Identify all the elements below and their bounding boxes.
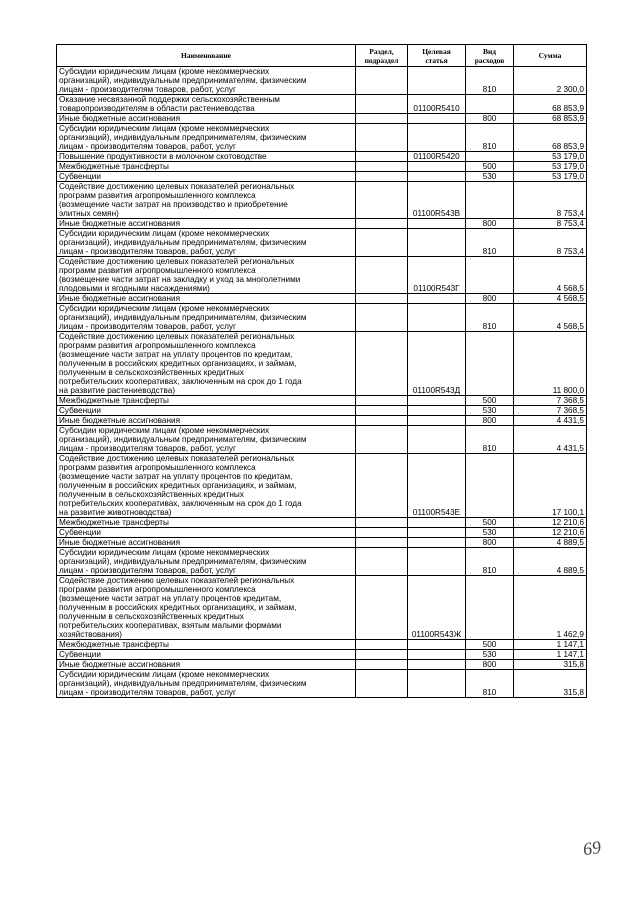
cell-name: Субсидии юридическим лицам (кроме некоммерческих организаций), индивидуальным предпринимателям, физическим лицам - производителям товаров, работ, услуг — [57, 304, 356, 332]
cell-article — [408, 670, 466, 698]
cell-name: Содействие достижению целевых показателей региональных программ развития агропромышленного комплекса (возмещение части затрат на производство и приобретение элитных семян) — [57, 182, 356, 219]
table-row — [57, 406, 587, 416]
cell-name: Субвенции — [57, 172, 356, 182]
cell-section — [356, 95, 408, 114]
header-kind: Вид расходов — [466, 45, 514, 67]
cell-article — [408, 518, 466, 528]
cell-sum: 12 210,6 — [514, 518, 587, 528]
cell-kind — [466, 95, 514, 114]
table-row — [57, 576, 587, 640]
cell-article — [408, 416, 466, 426]
cell-kind: 810 — [466, 229, 514, 257]
table-row — [57, 640, 587, 650]
cell-article — [408, 660, 466, 670]
cell-sum: 68 853,9 — [514, 124, 587, 152]
cell-kind: 530 — [466, 528, 514, 538]
cell-section — [356, 416, 408, 426]
cell-section — [356, 660, 408, 670]
cell-kind: 500 — [466, 162, 514, 172]
table-row — [57, 332, 587, 396]
table-row — [57, 114, 587, 124]
cell-article: 01100R543Г — [408, 257, 466, 294]
cell-article: 01100R5410 — [408, 95, 466, 114]
cell-name: Межбюджетные трансферты — [57, 396, 356, 406]
cell-name: Содействие достижению целевых показателей региональных программ развития агропромышленного комплекса (возмещение части затрат на закладку и уход за многолетними плодовыми и ягодными насаждениями) — [57, 257, 356, 294]
cell-article — [408, 640, 466, 650]
cell-section — [356, 114, 408, 124]
table-row — [57, 538, 587, 548]
cell-section — [356, 162, 408, 172]
table-row — [57, 95, 587, 114]
header-section: Раздел, подраздел — [356, 45, 408, 67]
cell-article — [408, 426, 466, 454]
cell-article: 01100R543Д — [408, 332, 466, 396]
cell-name: Иные бюджетные ассигнования — [57, 114, 356, 124]
cell-name: Субсидии юридическим лицам (кроме некоммерческих организаций), индивидуальным предпринимателям, физическим лицам - производителям товаров, работ, услуг — [57, 67, 356, 95]
cell-section — [356, 332, 408, 396]
cell-sum: 17 100,1 — [514, 454, 587, 518]
cell-sum: 68 853,9 — [514, 95, 587, 114]
cell-section — [356, 640, 408, 650]
cell-article: 01100R543Е — [408, 454, 466, 518]
cell-kind: 800 — [466, 114, 514, 124]
cell-section — [356, 182, 408, 219]
cell-section — [356, 406, 408, 416]
table-row — [57, 152, 587, 162]
table-row — [57, 548, 587, 576]
cell-sum: 1 147,1 — [514, 650, 587, 660]
cell-sum: 53 179,0 — [514, 172, 587, 182]
cell-section — [356, 152, 408, 162]
cell-sum: 7 368,5 — [514, 406, 587, 416]
cell-kind: 500 — [466, 518, 514, 528]
cell-kind: 800 — [466, 660, 514, 670]
cell-kind: 810 — [466, 67, 514, 95]
cell-kind — [466, 454, 514, 518]
table-row — [57, 229, 587, 257]
cell-sum: 8 753,4 — [514, 182, 587, 219]
cell-name: Содействие достижению целевых показателей региональных программ развития агропромышленного комплекса (возмещение части затрат на уплату процентов по кредитам, полученным в российских кредитных организациях, и займам, полученным в сельскохозяйственных кредитных потребительских кооперативах, заключенным на срок до 1 года на развитие растениеводства) — [57, 332, 356, 396]
table-row — [57, 257, 587, 294]
cell-article: 01100R543В — [408, 182, 466, 219]
cell-kind: 800 — [466, 416, 514, 426]
cell-kind — [466, 152, 514, 162]
cell-name: Иные бюджетные ассигнования — [57, 660, 356, 670]
cell-article — [408, 124, 466, 152]
cell-section — [356, 576, 408, 640]
cell-name: Содействие достижению целевых показателей региональных программ развития агропромышленного комплекса (возмещение части затрат на уплату процентов кредитам, полученным в российских кредитных организациях, и займам, полученным в сельскохозяйственных кредитных потребительских кооперативах, взятым малыми формами хозяйствования) — [57, 576, 356, 640]
cell-article: 01100R543Ж — [408, 576, 466, 640]
table-row — [57, 304, 587, 332]
cell-kind: 800 — [466, 538, 514, 548]
cell-sum: 7 368,5 — [514, 396, 587, 406]
cell-article — [408, 528, 466, 538]
header-sum: Сумма — [514, 45, 587, 67]
cell-name: Субвенции — [57, 528, 356, 538]
cell-section — [356, 229, 408, 257]
cell-section — [356, 257, 408, 294]
cell-article — [408, 67, 466, 95]
cell-kind: 530 — [466, 650, 514, 660]
cell-article — [408, 162, 466, 172]
cell-kind: 810 — [466, 670, 514, 698]
table-row — [57, 660, 587, 670]
cell-article — [408, 650, 466, 660]
cell-kind: 810 — [466, 548, 514, 576]
table-body — [57, 67, 587, 698]
cell-kind: 530 — [466, 406, 514, 416]
cell-article — [408, 219, 466, 229]
header-article: Целевая статья — [408, 45, 466, 67]
cell-sum: 8 753,4 — [514, 219, 587, 229]
table-row — [57, 182, 587, 219]
cell-section — [356, 396, 408, 406]
cell-article — [408, 294, 466, 304]
cell-kind — [466, 257, 514, 294]
cell-sum: 4 889,5 — [514, 538, 587, 548]
cell-section — [356, 294, 408, 304]
cell-sum: 4 568,5 — [514, 294, 587, 304]
cell-kind: 500 — [466, 640, 514, 650]
cell-section — [356, 528, 408, 538]
table-row — [57, 67, 587, 95]
table-row — [57, 172, 587, 182]
budget-table — [56, 44, 587, 698]
table-header-row — [57, 45, 587, 67]
cell-kind — [466, 332, 514, 396]
cell-name: Иные бюджетные ассигнования — [57, 538, 356, 548]
table-row — [57, 396, 587, 406]
cell-name: Субвенции — [57, 406, 356, 416]
cell-section — [356, 67, 408, 95]
cell-article — [408, 396, 466, 406]
cell-sum: 8 753,4 — [514, 229, 587, 257]
table-row — [57, 219, 587, 229]
table-row — [57, 454, 587, 518]
cell-section — [356, 650, 408, 660]
cell-sum: 4 431,5 — [514, 426, 587, 454]
table-row — [57, 518, 587, 528]
cell-sum: 4 568,5 — [514, 257, 587, 294]
cell-name: Субвенции — [57, 650, 356, 660]
cell-sum: 53 179,0 — [514, 152, 587, 162]
cell-sum: 1 147,1 — [514, 640, 587, 650]
table-row — [57, 124, 587, 152]
cell-sum: 315,8 — [514, 670, 587, 698]
cell-sum: 315,8 — [514, 660, 587, 670]
table-row — [57, 426, 587, 454]
cell-article: 01100R5420 — [408, 152, 466, 162]
table-row — [57, 162, 587, 172]
cell-section — [356, 172, 408, 182]
cell-name: Оказание несвязанной поддержки сельскохозяйственным товаропроизводителям в области растениеводства — [57, 95, 356, 114]
cell-section — [356, 454, 408, 518]
cell-name: Иные бюджетные ассигнования — [57, 294, 356, 304]
cell-kind: 810 — [466, 426, 514, 454]
cell-article — [408, 548, 466, 576]
cell-sum: 4 568,5 — [514, 304, 587, 332]
cell-sum: 1 462,9 — [514, 576, 587, 640]
cell-section — [356, 426, 408, 454]
cell-kind: 800 — [466, 294, 514, 304]
cell-sum: 53 179,0 — [514, 162, 587, 172]
cell-name: Субсидии юридическим лицам (кроме некоммерческих организаций), индивидуальным предпринимателям, физическим лицам - производителям товаров, работ, услуг — [57, 426, 356, 454]
cell-kind: 810 — [466, 124, 514, 152]
header-name: Наименование — [57, 45, 356, 67]
table-row — [57, 416, 587, 426]
cell-section — [356, 538, 408, 548]
table-row — [57, 670, 587, 698]
cell-kind — [466, 576, 514, 640]
cell-section — [356, 670, 408, 698]
cell-section — [356, 304, 408, 332]
cell-sum: 4 889,5 — [514, 548, 587, 576]
table-row — [57, 294, 587, 304]
cell-sum: 68 853,9 — [514, 114, 587, 124]
cell-name: Повышение продуктивности в молочном скотоводстве — [57, 152, 356, 162]
cell-name: Субсидии юридическим лицам (кроме некоммерческих организаций), индивидуальным предпринимателям, физическим лицам - производителям товаров, работ, услуг — [57, 548, 356, 576]
cell-name: Субсидии юридическим лицам (кроме некоммерческих организаций), индивидуальным предпринимателям, физическим лицам - производителям товаров, работ, услуг — [57, 124, 356, 152]
cell-name: Субсидии юридическим лицам (кроме некоммерческих организаций), индивидуальным предпринимателям, физическим лицам - производителям товаров, работ, услуг — [57, 229, 356, 257]
cell-article — [408, 406, 466, 416]
cell-name: Иные бюджетные ассигнования — [57, 416, 356, 426]
cell-name: Иные бюджетные ассигнования — [57, 219, 356, 229]
cell-article — [408, 172, 466, 182]
cell-name: Субсидии юридическим лицам (кроме некоммерческих организаций), индивидуальным предпринимателям, физическим лицам - производителям товаров, работ, услуг — [57, 670, 356, 698]
cell-section — [356, 124, 408, 152]
cell-kind: 800 — [466, 219, 514, 229]
table-row — [57, 650, 587, 660]
cell-name: Содействие достижению целевых показателей региональных программ развития агропромышленного комплекса (возмещение части затрат на уплату процентов по кредитам, полученным в российских кредитных организациях, и займам, полученным в сельскохозяйственных кредитных потребительских кооперативах, заключенным на срок до 1 года на развитие животноводства) — [57, 454, 356, 518]
cell-sum: 12 210,6 — [514, 528, 587, 538]
cell-section — [356, 548, 408, 576]
cell-name: Межбюджетные трансферты — [57, 518, 356, 528]
cell-section — [356, 518, 408, 528]
cell-name: Межбюджетные трансферты — [57, 162, 356, 172]
cell-sum: 4 431,5 — [514, 416, 587, 426]
cell-kind: 530 — [466, 172, 514, 182]
cell-article — [408, 229, 466, 257]
cell-kind: 500 — [466, 396, 514, 406]
cell-kind — [466, 182, 514, 219]
cell-article — [408, 114, 466, 124]
cell-name: Межбюджетные трансферты — [57, 640, 356, 650]
cell-kind: 810 — [466, 304, 514, 332]
cell-sum: 11 800,0 — [514, 332, 587, 396]
cell-article — [408, 538, 466, 548]
cell-sum: 2 300,0 — [514, 67, 587, 95]
table-row — [57, 528, 587, 538]
cell-article — [408, 304, 466, 332]
page-number: 69 — [581, 836, 603, 860]
cell-section — [356, 219, 408, 229]
